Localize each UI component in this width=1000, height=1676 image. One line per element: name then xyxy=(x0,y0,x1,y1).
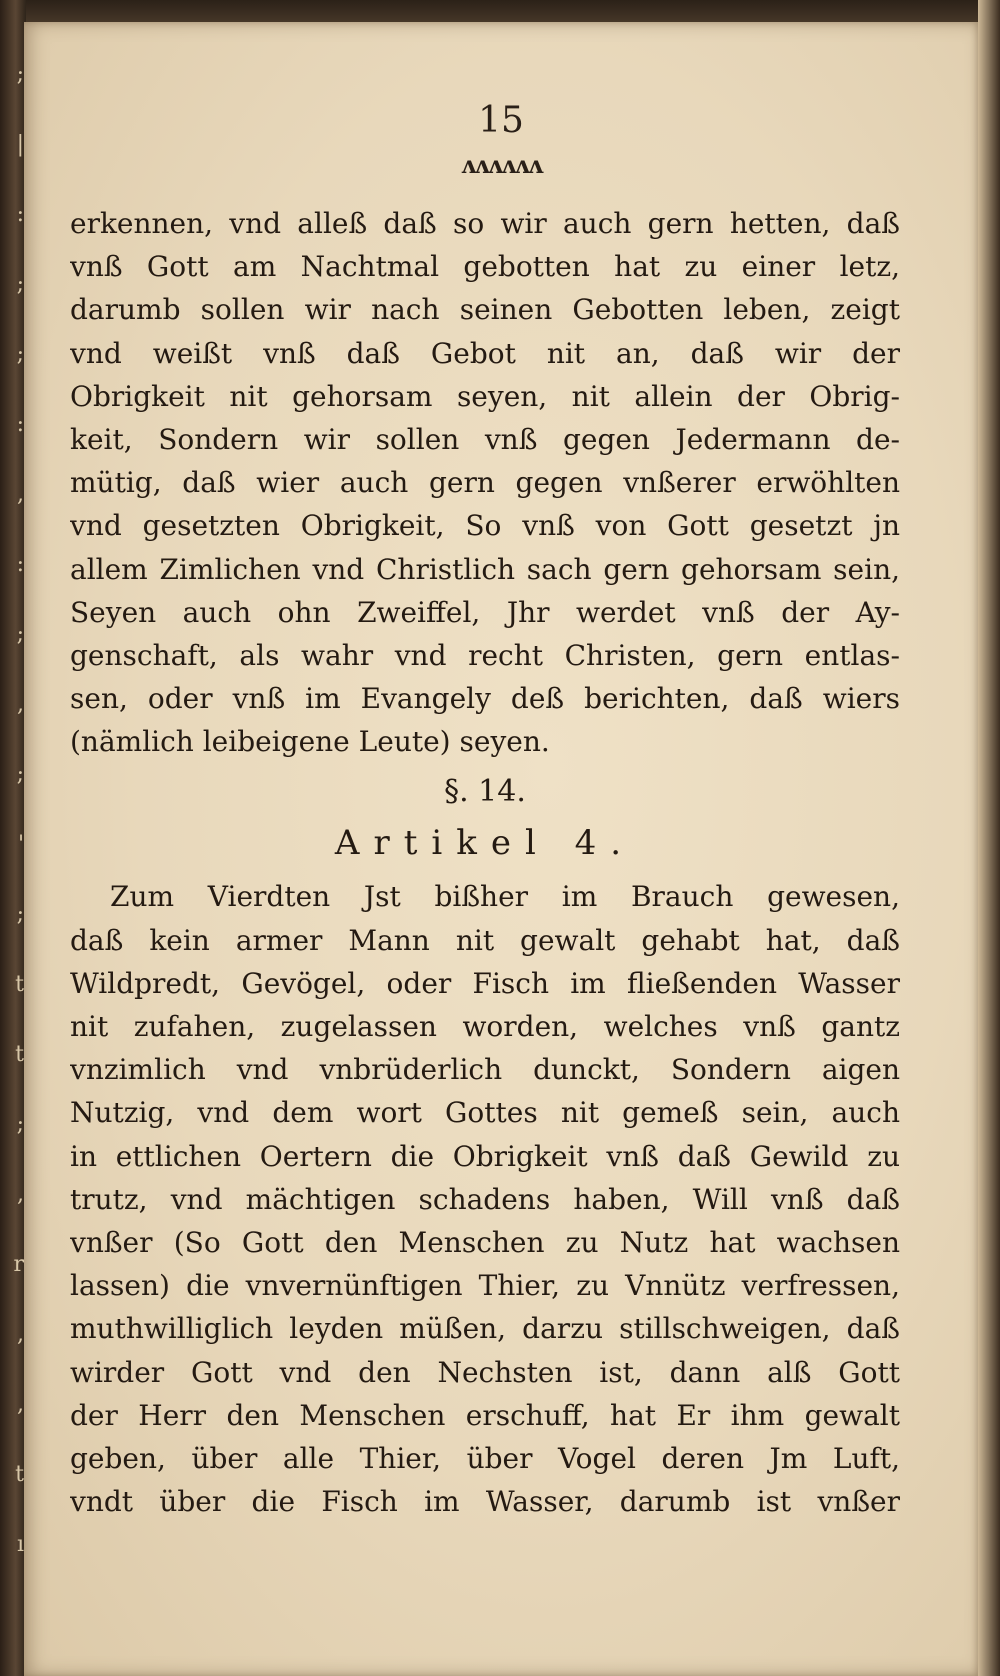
text-line: Obrigkeit nit gehorsam seyen, nit allein der Obrig- xyxy=(70,379,900,413)
left-edge-glyph: : xyxy=(16,202,24,227)
text-line: keit, Sondern wir sollen vnß gegen Jedermann de- xyxy=(70,422,900,456)
text-line: vnd weißt vnß daß Gebot nit an, daß wir der xyxy=(70,336,900,370)
text-line: daß kein armer Mann nit gewalt gehabt hat, daß xyxy=(70,923,900,957)
text-line: darumb sollen wir nach seinen Gebotten leben, zeigt xyxy=(70,293,900,327)
page-number: 15 xyxy=(478,100,524,141)
text-line: vnzimlich vnd vnbrüderlich dunckt, Sondern aigen xyxy=(70,1053,900,1087)
text-line: sen, oder vnß im Evangely deß berichten, daß wiers xyxy=(70,682,900,716)
text-line: der Herr den Menschen erschuff, hat Er ihm gewalt xyxy=(70,1398,900,1432)
text-line: genschaft, als wahr vnd recht Christen, gern entlas- xyxy=(70,638,900,672)
text-line: vnßer (So Gott den Menschen zu Nutz hat wachsen xyxy=(70,1225,900,1259)
text-line: muthwilliglich leyden müßen, darzu stillschweigen, daß xyxy=(70,1312,900,1346)
right-page-edge xyxy=(978,0,1000,1676)
left-edge-glyph: , xyxy=(17,1182,24,1207)
text-line: lassen) die vnvernünftigen Thier, zu Vnnütz verfressen, xyxy=(70,1269,900,1303)
left-edge-glyph: ı xyxy=(16,1532,24,1557)
article-heading: Artikel 4. xyxy=(334,823,636,864)
left-edge-glyph: ; xyxy=(16,342,24,367)
left-edge-glyph: , xyxy=(17,692,24,717)
page-body xyxy=(70,202,900,1523)
text-line: trutz, vnd mächtigen schadens haben, Will vnß daß xyxy=(70,1182,900,1216)
text-line: vnß Gott am Nachtmal gebotten hat zu einer letz, xyxy=(70,250,900,284)
left-edge-glyph: , xyxy=(17,1322,24,1347)
left-edge-glyph: ' xyxy=(17,832,24,857)
section-marker: §. 14. xyxy=(444,774,526,810)
left-edge-glyph: t xyxy=(15,972,24,997)
left-edge-glyph: : xyxy=(16,412,24,437)
text-line: in ettlichen Oertern die Obrigkeit vnß daß Gewild zu xyxy=(70,1139,900,1173)
left-edge-glyph: ; xyxy=(16,762,24,787)
text-line: geben, über alle Thier, über Vogel deren Jm Luft, xyxy=(70,1441,900,1475)
text-line: Wildpredt, Gevögel, oder Fisch im fließenden Wasser xyxy=(70,966,900,1000)
text-line: Zum Vierdten Jst bißher im Brauch gewesen, xyxy=(110,880,900,914)
left-edge-glyph: ; xyxy=(16,1112,24,1137)
left-edge-glyph: , xyxy=(17,482,24,507)
left-page-edge xyxy=(0,40,26,1640)
text-line: nit zufahen, zugelassen worden, welches vnß gantz xyxy=(70,1010,900,1043)
paragraph-2 xyxy=(70,875,900,1523)
left-edge-glyph: , xyxy=(17,1392,24,1417)
left-edge-glyph: t xyxy=(15,1042,24,1067)
book-page xyxy=(24,22,978,1676)
text-line: vnd gesetzten Obrigkeit, So vnß von Gott gesetzt jn xyxy=(70,509,900,543)
left-edge-glyph: ; xyxy=(16,62,24,87)
text-line: mütig, daß wier auch gern gegen vnßerer erwöhlten xyxy=(70,466,900,500)
left-edge-glyph: | xyxy=(16,132,24,157)
text-line: erkennen, vnd alleß daß so wir auch gern hetten, daß xyxy=(70,207,900,240)
text-line: allem Zimlichen vnd Christlich sach gern gehorsam sein, xyxy=(70,552,900,586)
text-line: wirder Gott vnd den Nechsten ist, dann alß Gott xyxy=(70,1355,900,1389)
text-line: Seyen auch ohn Zweiffel, Jhr werdet vnß der Ay- xyxy=(70,595,900,629)
left-edge-glyph: r xyxy=(13,1252,24,1277)
left-edge-glyph: ; xyxy=(16,272,24,297)
paragraph-1 xyxy=(70,202,900,763)
left-edge-glyph: ; xyxy=(16,902,24,927)
text-line: (nämlich leibeigene Leute) seyen. xyxy=(70,725,550,759)
left-edge-glyph: ; xyxy=(16,622,24,647)
text-line: Nutzig, vnd dem wort Gottes nit gemeß sein, auch xyxy=(70,1096,900,1130)
left-edge-glyph: : xyxy=(16,552,24,577)
text-line: vndt über die Fisch im Wasser, darumb ist vnßer xyxy=(70,1485,900,1519)
left-edge-glyph: t xyxy=(15,1462,24,1487)
header-ornament: ʌʌʌʌʌʌ xyxy=(460,150,542,179)
